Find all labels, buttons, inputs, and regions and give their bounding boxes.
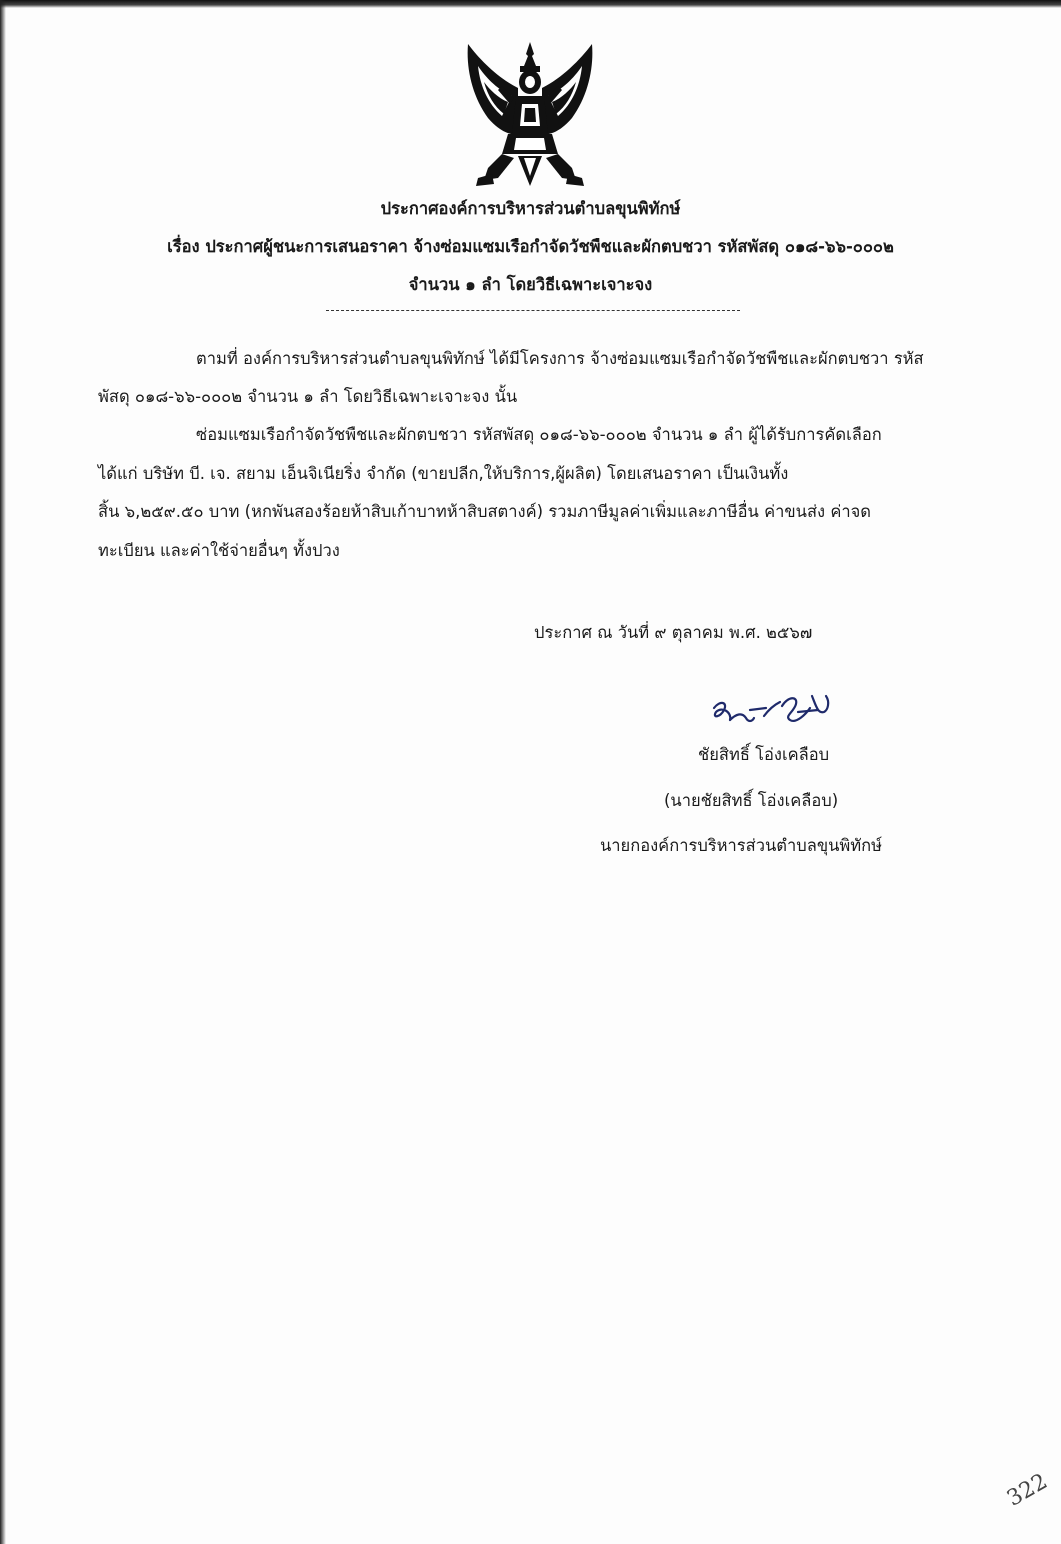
signer-position: นายกองค์การบริหารส่วนตำบลขุนพิทักษ์ [600, 836, 883, 855]
scan-top-edge [0, 0, 1061, 8]
paragraph2-line3: สิ้น ๖,๒๕๙.๕๐ บาท (หกพันสองร้อยห้าสิบเก้าบาทห้าสิบสตางค์) รวมภาษีมูลค่าเพิ่มและภาษีอื่น ค่าขนส่ง ค่าจด [98, 502, 872, 521]
signer-name: ชัยสิทธิ์ โอ่งเคลือบ [698, 745, 830, 764]
paragraph1-line1: ตามที่ องค์การบริหารส่วนตำบลขุนพิทักษ์ ได้มีโครงการ จ้างซ่อมแซมเรือกำจัดวัชพืชและผักตบชวา รหัส [196, 349, 924, 368]
signer-full-name: (นายชัยสิทธิ์ โอ่งเคลือบ) [664, 791, 839, 810]
announcement-subject: เรื่อง ประกาศผู้ชนะการเสนอราคา จ้างซ่อมแซมเรือกำจัดวัชพืชและผักตบชวา รหัสพัสดุ ๐๑๘-๖๖-๐๐๐๒ [167, 237, 894, 256]
dashed-divider [326, 310, 740, 311]
paragraph2-line1: ซ่อมแซมเรือกำจัดวัชพืชและผักตบชวา รหัสพัสดุ ๐๑๘-๖๖-๐๐๐๒ จำนวน ๑ ลำ ผู้ได้รับการคัดเลือก [196, 425, 882, 444]
announcement-subject-continued: จำนวน ๑ ลำ โดยวิธีเฉพาะเจาะจง [408, 275, 653, 294]
garuda-emblem-icon [458, 38, 602, 188]
announcement-title: ประกาศองค์การบริหารส่วนตำบลขุนพิทักษ์ [380, 199, 681, 218]
handwritten-page-number: 322 [1003, 1469, 1052, 1512]
paragraph1-line2: พัสดุ ๐๑๘-๖๖-๐๐๐๒ จำนวน ๑ ลำ โดยวิธีเฉพาะเจาะจง นั้น [98, 387, 518, 406]
scan-left-edge [0, 0, 6, 1544]
announcement-date: ประกาศ ณ วันที่ ๙ ตุลาคม พ.ศ. ๒๕๖๗ [534, 623, 813, 642]
paragraph2-line2: ได้แก่ บริษัท บี. เจ. สยาม เอ็นจิเนียริ่ง จำกัด (ขายปลีก,ให้บริการ,ผู้ผลิต) โดยเสนอราคา เป็นเงินทั้ง [98, 464, 789, 483]
signature-image [706, 688, 836, 732]
paragraph2-line4: ทะเบียน และค่าใช้จ่ายอื่นๆ ทั้งปวง [98, 541, 340, 560]
